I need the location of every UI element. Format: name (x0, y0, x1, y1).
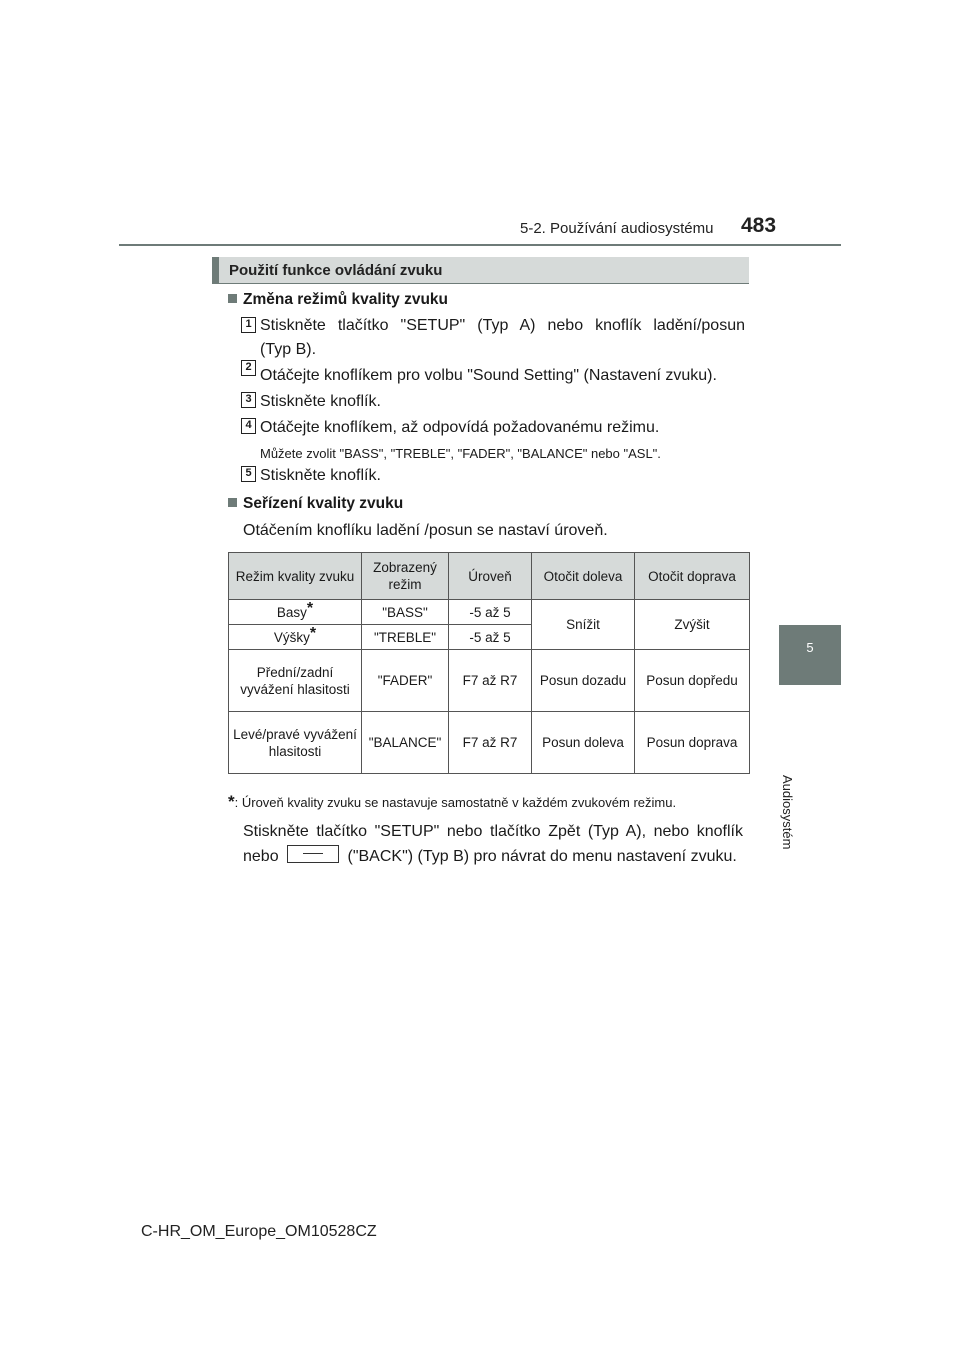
step-1-text-line1: Stiskněte tlačítko "SETUP" (Typ A) nebo knoflík ladění/posun (260, 317, 745, 334)
table-cell: "BASS" (362, 600, 449, 625)
step-4-text: Otáčejte knoflíkem, až odpovídá požadovanému režimu. (260, 419, 660, 436)
table-cell: Posun doprava (635, 712, 750, 774)
table-header: Zobrazený režim (362, 553, 449, 600)
table-header-row (229, 553, 750, 600)
table-row (229, 712, 750, 774)
table-cell: Basy* (229, 600, 362, 625)
table-cell: Přední/zadní vyvážení hlasitosti (229, 650, 362, 712)
table-cell: Posun doleva (532, 712, 635, 774)
table-header: Režim kvality zvuku (229, 553, 362, 600)
table-row (229, 650, 750, 712)
section-heading (212, 257, 749, 284)
step-4-note: Můžete zvolit "BASS", "TREBLE", "FADER", "BALANCE" nebo "ASL". (260, 446, 661, 461)
step-number-3: 3 (241, 392, 256, 408)
table-cell: Posun dopředu (635, 650, 750, 712)
table-cell: -5 až 5 (449, 625, 532, 650)
chapter-label-container (780, 690, 815, 850)
footnote (228, 792, 676, 812)
step-number-4: 4 (241, 418, 256, 434)
square-bullet-icon (228, 498, 237, 507)
table-header: Úroveň (449, 553, 532, 600)
asterisk-mark: * (306, 599, 314, 617)
table-cell: -5 až 5 (449, 600, 532, 625)
table-cell: F7 až R7 (449, 650, 532, 712)
chapter-label: Audiosystém (780, 775, 795, 850)
footnote-text: : Úroveň kvality zvuku se nastavuje samostatně v každém zvukovém režimu. (234, 795, 677, 810)
step-1-text-line2: (Typ B). (260, 341, 317, 358)
table-header: Otočit doleva (532, 553, 635, 600)
chapter-tab (779, 625, 841, 685)
closing-line-1: Stiskněte tlačítko "SETUP" nebo tlačítko Zpět (Typ A), nebo knoflík (243, 823, 743, 840)
table-cell: F7 až R7 (449, 712, 532, 774)
table-cell: "FADER" (362, 650, 449, 712)
back-button-icon (287, 845, 339, 863)
square-bullet-icon (228, 294, 237, 303)
closing-line-2: nebo ("BACK") (Typ B) pro návrat do menu nastavení zvuku. (243, 845, 737, 869)
step-3-text: Stiskněte knoflík. (260, 393, 381, 410)
table-cell: Snížit (532, 600, 635, 650)
subheading-modes-text: Změna režimů kvality zvuku (243, 291, 449, 308)
subheading-adjust (228, 495, 403, 513)
step-2-text: Otáčejte knoflíkem pro volbu "Sound Setting" (Nastavení zvuku). (260, 367, 717, 384)
step-number-5: 5 (241, 466, 256, 482)
footnote-mark: * (228, 792, 235, 811)
table-cell: Výšky* (229, 625, 362, 650)
table-cell: "BALANCE" (362, 712, 449, 774)
header-section-title: 5-2. Používání audiosystému (520, 220, 714, 237)
subheading-adjust-text: Seřízení kvality zvuku (243, 495, 404, 512)
table-row (229, 600, 750, 625)
step-number-1: 1 (241, 317, 256, 333)
chapter-number: 5 (806, 640, 814, 655)
asterisk-mark: * (309, 624, 317, 642)
table-cell: Zvýšit (635, 600, 750, 650)
subheading-modes (228, 291, 448, 309)
table-cell: Levé/pravé vyvážení hlasitosti (229, 712, 362, 774)
table-cell: Posun dozadu (532, 650, 635, 712)
sound-quality-table (228, 552, 750, 774)
header-rule (119, 244, 841, 246)
section-heading-text: Použití funkce ovládání zvuku (229, 262, 443, 279)
table-header: Otočit doprava (635, 553, 750, 600)
table-cell: "TREBLE" (362, 625, 449, 650)
step-number-2: 2 (241, 360, 256, 376)
footer-doc-id: C-HR_OM_Europe_OM10528CZ (141, 1223, 377, 1240)
step-5-text: Stiskněte knoflík. (260, 467, 381, 484)
adjust-description: Otáčením knoflíku ladění /posun se nastaví úroveň. (243, 522, 608, 539)
page-number: 483 (741, 214, 777, 237)
